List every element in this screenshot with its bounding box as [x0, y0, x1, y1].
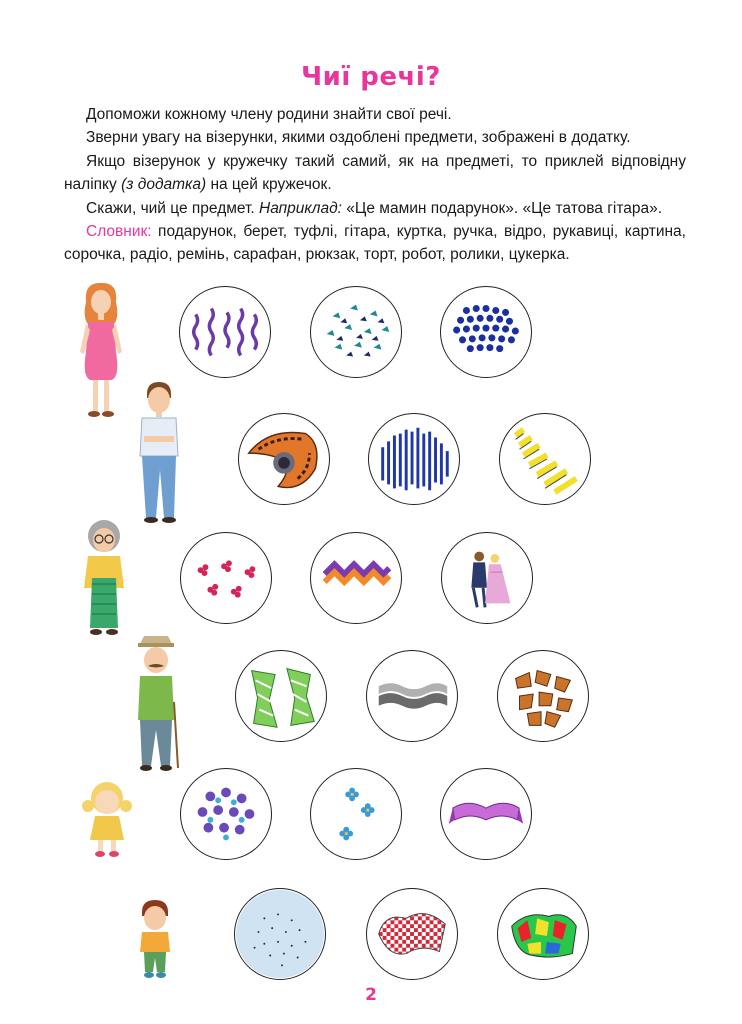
pattern-circle-girl-1[interactable] [180, 768, 272, 860]
dictionary-words: подарунок, берет, туфлі, гітара, куртка, ручка, відро, рукавиці, картина, сорочка, радіо, ремінь, сарафан, рюкзак, торт, робот, ролики, цукерка. [64, 223, 686, 264]
pattern-circle-father-3[interactable] [499, 413, 591, 505]
colorful-patchwork-icon [498, 889, 588, 979]
pattern-circle-father-1[interactable] [238, 413, 330, 505]
pattern-circle-grandfather-2[interactable] [366, 650, 458, 742]
purple-flower-cluster-icon [181, 769, 271, 859]
mother-figure [72, 280, 130, 420]
girl-figure [78, 778, 136, 860]
purple-ribbon-icon [441, 769, 531, 859]
grandfather-figure [128, 632, 184, 772]
pattern-circle-girl-2[interactable] [310, 768, 402, 860]
dancing-couple-icon [442, 533, 532, 623]
pink-flowers-icon [181, 533, 271, 623]
father-figure [130, 380, 188, 525]
boy-figure [134, 898, 176, 980]
zigzag-stripes-icon [311, 533, 401, 623]
pattern-circle-boy-1[interactable] [234, 888, 326, 980]
instruction-1: Допоможи кожному члену родини знайти свої речі. [86, 106, 452, 123]
pattern-circle-mother-2[interactable] [310, 286, 402, 378]
blue-dots-icon [441, 287, 531, 377]
dictionary-label: Словник: [86, 223, 152, 241]
pattern-circle-grandmother-3[interactable] [441, 532, 533, 624]
yellow-diagonal-stripes-icon [500, 414, 590, 504]
grandmother-figure [78, 518, 130, 638]
pattern-circle-mother-3[interactable] [440, 286, 532, 378]
instruction-4: Скажи, чий це предмет. Наприклад: «Це мамин подарунок». «Це татова гітара». [86, 199, 663, 217]
page-number: 2 [365, 985, 377, 1005]
teal-bird-pattern-icon [311, 287, 401, 377]
pattern-circle-boy-3[interactable] [497, 888, 589, 980]
pattern-circle-grandmother-2[interactable] [310, 532, 402, 624]
purple-wavy-lines-icon [180, 287, 270, 377]
page-title: Чиї речі? [301, 62, 441, 92]
pattern-circle-mother-1[interactable] [179, 286, 271, 378]
pattern-circle-grandfather-1[interactable] [235, 650, 327, 742]
orange-guitar-ornament-icon [239, 414, 329, 504]
dictionary [64, 220, 686, 267]
light-blue-speckled-icon [235, 889, 325, 979]
green-triangle-pattern-icon [236, 651, 326, 741]
pattern-circle-father-2[interactable] [368, 413, 460, 505]
gray-wave-stripes-icon [367, 651, 457, 741]
red-checkered-icon [367, 889, 457, 979]
pattern-circle-girl-3[interactable] [440, 768, 532, 860]
pattern-circle-boy-2[interactable] [366, 888, 458, 980]
instructions [64, 103, 686, 267]
pattern-circle-grandfather-3[interactable] [497, 650, 589, 742]
blue-vertical-stripes-icon [369, 414, 459, 504]
pattern-circle-grandmother-1[interactable] [180, 532, 272, 624]
instruction-3: Якщо візерунок у кружечку такий самий, як на предметі, то приклей відповідну наліпку (з додатка) на цей кружечок. [64, 152, 686, 194]
blue-small-flowers-icon [311, 769, 401, 859]
brown-tile-pattern-icon [498, 651, 588, 741]
instruction-2: Зверни увагу на візерунки, якими оздоблені предмети, зображені в додатку. [86, 129, 631, 147]
